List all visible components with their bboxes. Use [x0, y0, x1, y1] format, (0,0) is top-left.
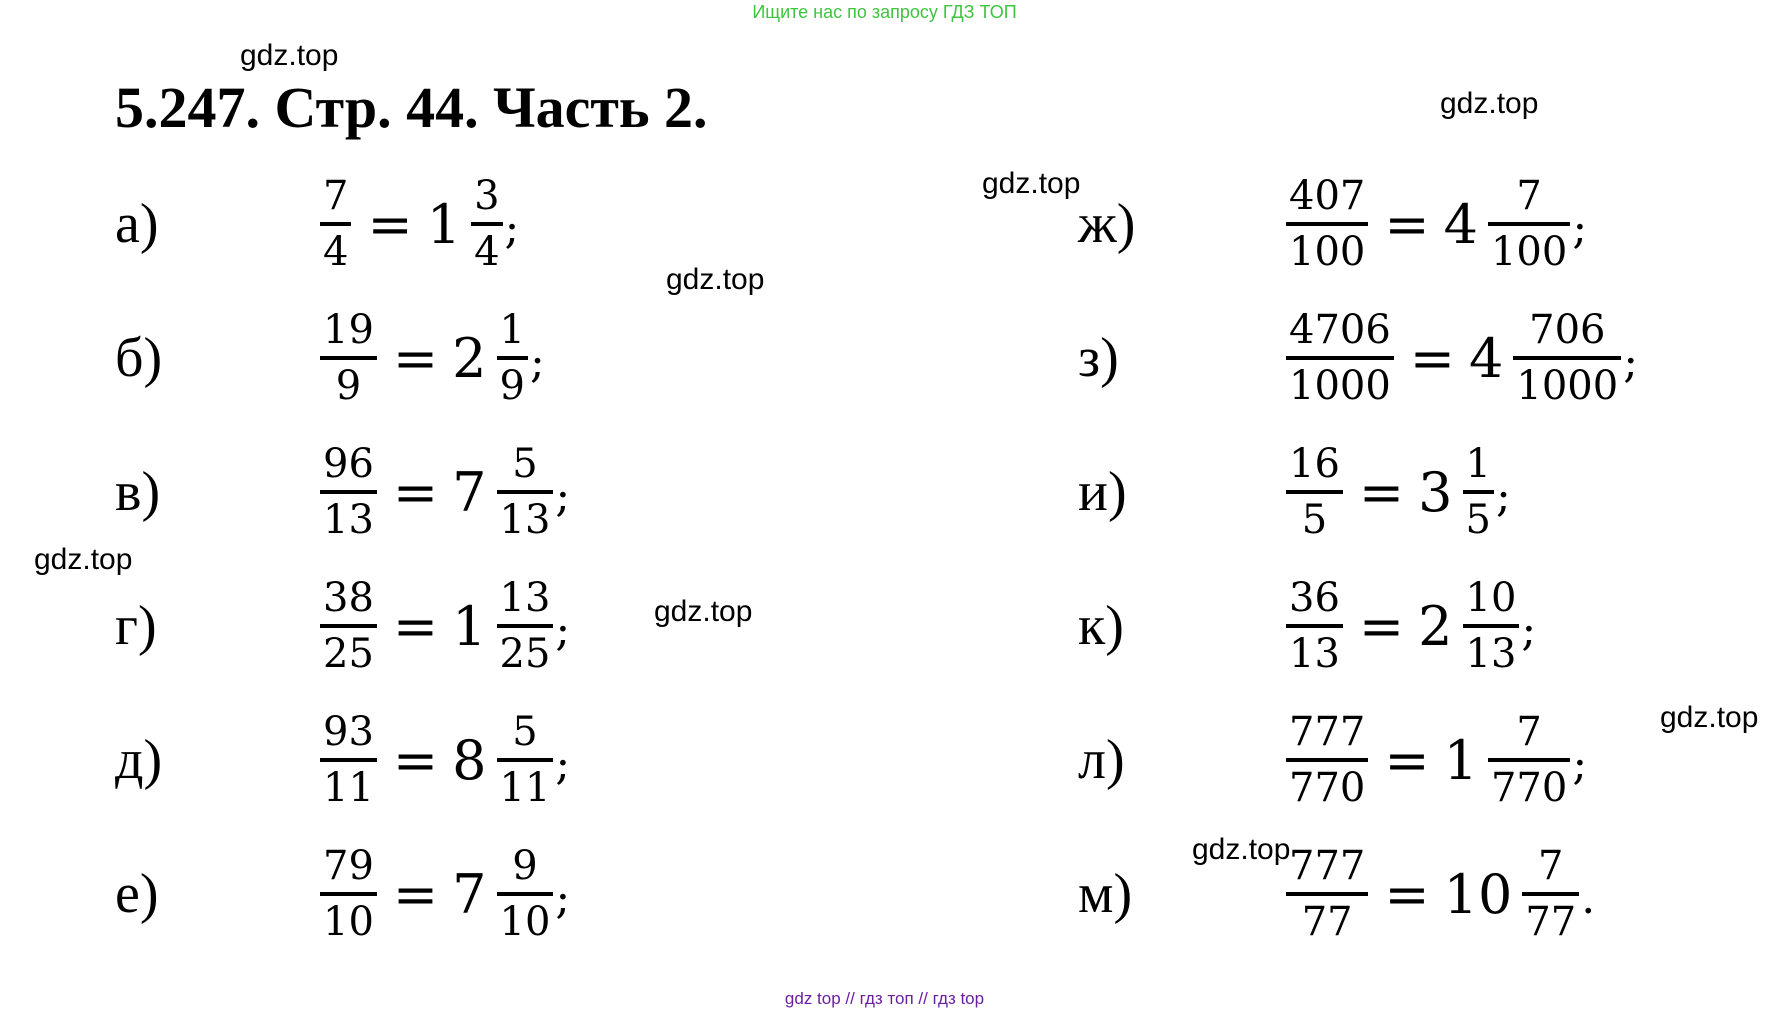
numerator: 1 [1465, 441, 1491, 487]
equation [1284, 572, 1536, 680]
denominator: 13 [323, 497, 374, 543]
page-title: 5.247. Стр. 44. Часть 2. [115, 75, 708, 140]
item-label: г) [115, 595, 157, 657]
improper-fraction [1284, 572, 1345, 680]
numerator: 5 [512, 709, 538, 755]
improper-fraction [318, 170, 353, 278]
equals-sign: = [1358, 594, 1405, 658]
equals-sign: = [392, 326, 439, 390]
punctuation: . [1581, 873, 1596, 924]
denominator: 4 [474, 229, 500, 275]
equals-sign: = [1384, 192, 1430, 256]
numerator: 1 [499, 307, 525, 353]
whole-part: 1 [426, 192, 462, 256]
denominator: 5 [1465, 497, 1491, 543]
numerator: 7 [1516, 709, 1542, 755]
denominator: 5 [1301, 497, 1328, 543]
numerator: 36 [1289, 575, 1340, 621]
proper-fraction [1486, 706, 1572, 814]
numerator: 5 [512, 441, 538, 487]
denominator: 11 [499, 765, 551, 811]
numerator: 9 [512, 843, 538, 889]
equals-sign: = [1409, 326, 1456, 390]
search-hint-banner: Ищите нас по запросу ГДЗ ТОП [752, 2, 1017, 22]
item-label: к) [1078, 595, 1124, 657]
improper-fraction [1284, 170, 1370, 278]
equals-sign: = [392, 862, 439, 926]
denominator: 4 [323, 229, 349, 275]
whole-part: 10 [1443, 862, 1513, 926]
proper-fraction [495, 840, 556, 948]
punctuation: ; [1521, 605, 1537, 656]
punctuation: ; [1495, 471, 1511, 522]
watermark: gdz.top [1660, 701, 1759, 734]
whole-part: 1 [452, 594, 487, 658]
denominator: 77 [1301, 899, 1353, 945]
improper-fraction [318, 304, 379, 412]
item-label: з) [1078, 327, 1119, 389]
numerator: 16 [1289, 441, 1340, 487]
proper-fraction [1511, 304, 1623, 412]
equals-sign: = [1358, 460, 1405, 524]
watermark: gdz.top [654, 595, 753, 628]
denominator: 1000 [1289, 363, 1391, 409]
equation [318, 840, 570, 948]
numerator: 7 [1516, 173, 1542, 219]
equals-sign: = [1384, 728, 1430, 792]
whole-part: 1 [1443, 728, 1478, 792]
proper-fraction [495, 304, 530, 412]
improper-fraction [318, 572, 379, 680]
punctuation: ; [555, 605, 571, 656]
numerator: 3 [474, 173, 500, 219]
numerator: 777 [1289, 709, 1366, 755]
watermark: gdz.top [666, 263, 765, 296]
denominator: 25 [323, 631, 374, 677]
denominator: 100 [1490, 229, 1568, 275]
improper-fraction [1284, 706, 1370, 814]
denominator: 1000 [1516, 363, 1619, 409]
denominator: 10 [499, 899, 551, 945]
denominator: 100 [1289, 229, 1366, 275]
equals-sign: = [392, 460, 439, 524]
punctuation: ; [555, 471, 571, 522]
denominator: 25 [499, 631, 551, 677]
watermark: gdz.top [34, 543, 133, 576]
whole-part: 7 [452, 862, 487, 926]
numerator: 7 [323, 173, 349, 219]
equals-sign: = [1384, 862, 1430, 926]
equals-sign: = [392, 728, 439, 792]
item-label: и) [1078, 461, 1127, 523]
equation [318, 706, 570, 814]
improper-fraction [1284, 840, 1370, 948]
equals-sign: = [392, 594, 439, 658]
item-label: б) [115, 327, 163, 389]
punctuation: ; [1572, 203, 1588, 254]
whole-part: 8 [452, 728, 487, 792]
watermark: gdz.top [982, 167, 1081, 200]
numerator: 96 [323, 441, 374, 487]
item-label: л) [1078, 729, 1125, 791]
numerator: 93 [323, 709, 374, 755]
equation [1284, 706, 1587, 814]
denominator: 770 [1490, 765, 1568, 811]
item-label: а) [115, 193, 159, 255]
proper-fraction [1461, 438, 1496, 546]
denominator: 11 [323, 765, 374, 811]
proper-fraction [1520, 840, 1581, 948]
watermark: gdz.top [240, 39, 339, 72]
whole-part: 2 [452, 326, 487, 390]
equation [1284, 840, 1595, 948]
equation [318, 170, 519, 278]
proper-fraction [495, 706, 556, 814]
denominator: 13 [1289, 631, 1340, 677]
numerator: 10 [1465, 575, 1517, 621]
proper-fraction [1486, 170, 1572, 278]
item-label: е) [115, 863, 159, 925]
punctuation: ; [1623, 337, 1639, 388]
punctuation: ; [555, 739, 571, 790]
numerator: 38 [323, 575, 374, 621]
denominator: 9 [499, 363, 525, 409]
punctuation: ; [1572, 739, 1588, 790]
whole-part: 4 [1443, 192, 1478, 256]
equation [1284, 170, 1587, 278]
improper-fraction [318, 840, 379, 948]
numerator: 4706 [1289, 307, 1391, 353]
proper-fraction [495, 572, 556, 680]
numerator: 79 [323, 843, 374, 889]
equation [318, 304, 545, 412]
denominator: 770 [1289, 765, 1366, 811]
proper-fraction [469, 170, 504, 278]
denominator: 13 [499, 497, 551, 543]
footer-links: gdz top // гдз топ // гдз top [784, 989, 985, 1008]
equation [1284, 438, 1511, 546]
improper-fraction [1284, 304, 1396, 412]
denominator: 13 [1465, 631, 1517, 677]
item-label: м) [1078, 863, 1133, 925]
improper-fraction [318, 438, 379, 546]
numerator: 706 [1529, 307, 1606, 353]
equation [318, 572, 570, 680]
whole-part: 7 [452, 460, 487, 524]
numerator: 19 [323, 307, 374, 353]
proper-fraction [1461, 572, 1522, 680]
numerator: 407 [1289, 173, 1366, 219]
item-label: д) [115, 729, 163, 791]
whole-part: 4 [1469, 326, 1504, 390]
watermark: gdz.top [1192, 833, 1291, 866]
equals-sign: = [367, 192, 413, 256]
whole-part: 3 [1418, 460, 1453, 524]
denominator: 77 [1525, 899, 1577, 945]
item-label: в) [115, 461, 161, 523]
item-label: ж) [1078, 193, 1136, 255]
proper-fraction [495, 438, 556, 546]
improper-fraction [318, 706, 379, 814]
whole-part: 2 [1418, 594, 1453, 658]
numerator: 13 [499, 575, 551, 621]
denominator: 10 [323, 899, 374, 945]
numerator: 7 [1538, 843, 1564, 889]
punctuation: ; [555, 873, 571, 924]
punctuation: ; [529, 337, 545, 388]
improper-fraction [1284, 438, 1345, 546]
equation [318, 438, 570, 546]
denominator: 9 [335, 363, 362, 409]
watermark: gdz.top [1440, 87, 1539, 120]
numerator: 777 [1289, 843, 1366, 889]
punctuation: ; [504, 203, 520, 254]
equation [1284, 304, 1638, 412]
